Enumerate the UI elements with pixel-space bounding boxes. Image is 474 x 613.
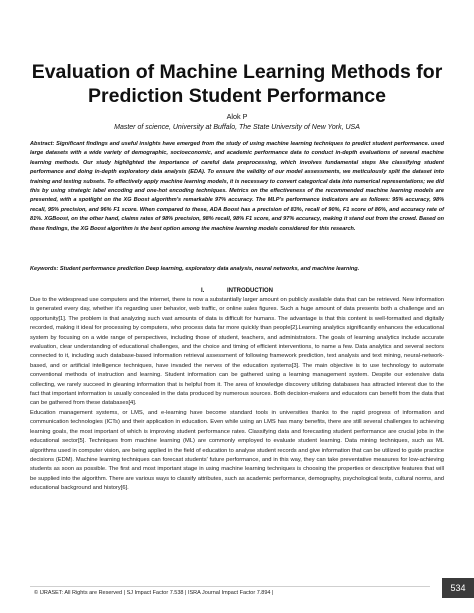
section-heading	[30, 288, 444, 294]
page-footer	[0, 576, 474, 600]
body-paragraph: Due to the widespread use computers and the internet, there is now a substantially larger amount on publicly available data that can be retrieved. New information is generated every day, whether it's regarding user behavior, web traffic, or online sales figures. Such a huge amount of data presents both a challenge and an opportunity[1]. The problem is that analyzing such vast amounts of data is difficult for humans. The advantage is that this content is well-formatted and digitally recorded, making it ideal for processing by computers, who process data far more quickly than people[2].Learning analytics significantly enhances the educational system by focusing on a wide range of perspectives, including those of student, teachers, and administrators. The goals of learning analytics include accurate evaluation, clear understanding of educational challenges, and the choice and timing of efficient interventions, to name a few. Data analytics and several sectors connected to it, including such database-based information retrieval assessment of following framework prediction, text analysis and text mining, neural-network-based, and or artificial intelligence techniques, have invaded the nerves of the education systems[3]. The main objective is to use technology to automate conventional methods of instruction and learning. Student information can be gathered using a learning management system. Despite our extensive data collecting, we rarely succeed in gleaning information that is helpful from it. The area of knowledge discovery utilizing databases has attracted interest due to the fact that important information is usually concealed in the data produced by numerous sources. Both decision-makers and educators can benefit from the data that can be gathered from these databases[4].	[30, 297, 444, 407]
footer-divider	[30, 586, 430, 587]
section-number: I.	[201, 288, 205, 294]
footer-text: © IJRASET: All Rights are Reserved | SJ Impact Factor 7.538 | ISRA Journal Impact Factor 7.894 |	[34, 590, 274, 596]
abstract: Abstract: Significant findings and useful insights have emerged from the study of using machine learning techniques to predict student performance. used large datasets with a wide variety of demographic, socioeconomic, and academic performance data to conduct in-depth evaluations of several machine learning methods. Our study highlighted the importance of careful data preprocessing, which involves fundamental steps like classifying student performance and doing in-depth exploratory data analysis (EDA). To ensure the validity of our model assessments, we meticulously split the dataset into training and testing subsets. To effectively apply machine learning models, it is necessary to convert categorical data into numerical representations; we did this by using strategic label encoding and one-hot encoding techniques. Metrics on the effectiveness of the recommended machine learning models are presented, with a spotlight on the XG Boost algorithm's remarkable 97% accuracy. The MLP's performance indicators are as follows: 95% accuracy, 98% recall, 95% precision, and 96% F1 score. When compared to these, ADA Boost has a precision of 83%, recall of 90%, F1 score of 86%, and accuracy rate of 81%. XGBoost, on the other hand, claims rates of 98% precision, 98% recall, 98% F1 score, and 97% accuracy, making it stand out from the crowd. Based on these findings, the XG Boost algorithm is the best option among the machine learning models considered for this research.	[30, 141, 444, 232]
keywords: Keywords: Student performance prediction Deep learning, exploratory data analysis, neural networks, and machine learning.	[30, 266, 360, 272]
section-body	[30, 296, 444, 494]
paper-title: Evaluation of Machine Learning Methods for Prediction Student Performance	[31, 61, 443, 107]
section-title: INTRODUCTION	[227, 288, 273, 294]
page-number: 534	[442, 578, 474, 598]
body-paragraph: Education management systems, or LMS, and e-learning have become standard tools in universities thanks to the rapid progress of information and communication technologies (ICTs) and their application in education. Even while using an LMS has many benefits, there are still several challenges to achieving learning goals, the most important of which is improving student performance rates. Classifying data and forecasting student performance are crucial jobs in the educational sector[5]. Techniques from machine learning (ML) are commonly employed to evaluate student learning. Data mining techniques, such as ML algorithms used in computer vision, are being applied in the field of education to analyse student records and give information that can be utilized to guide practice decisions (EDM). Machine learning techniques can forecast students' future performance, and in this way, they can take preventative measures for low-achieving students as soon as possible. The first and most important stage in using machine learning techniques is choosing the properties or descriptive features that will be supplied into the algorithm. There are various ways to classify attributes, such as academic performance, demography, psychological tests, cultural norms, and educational background and history[6].	[30, 409, 444, 492]
author-affiliation: Master of science, University at Buffalo, The State University of New York, USA	[114, 124, 360, 131]
author-name: Alok P	[226, 112, 248, 121]
